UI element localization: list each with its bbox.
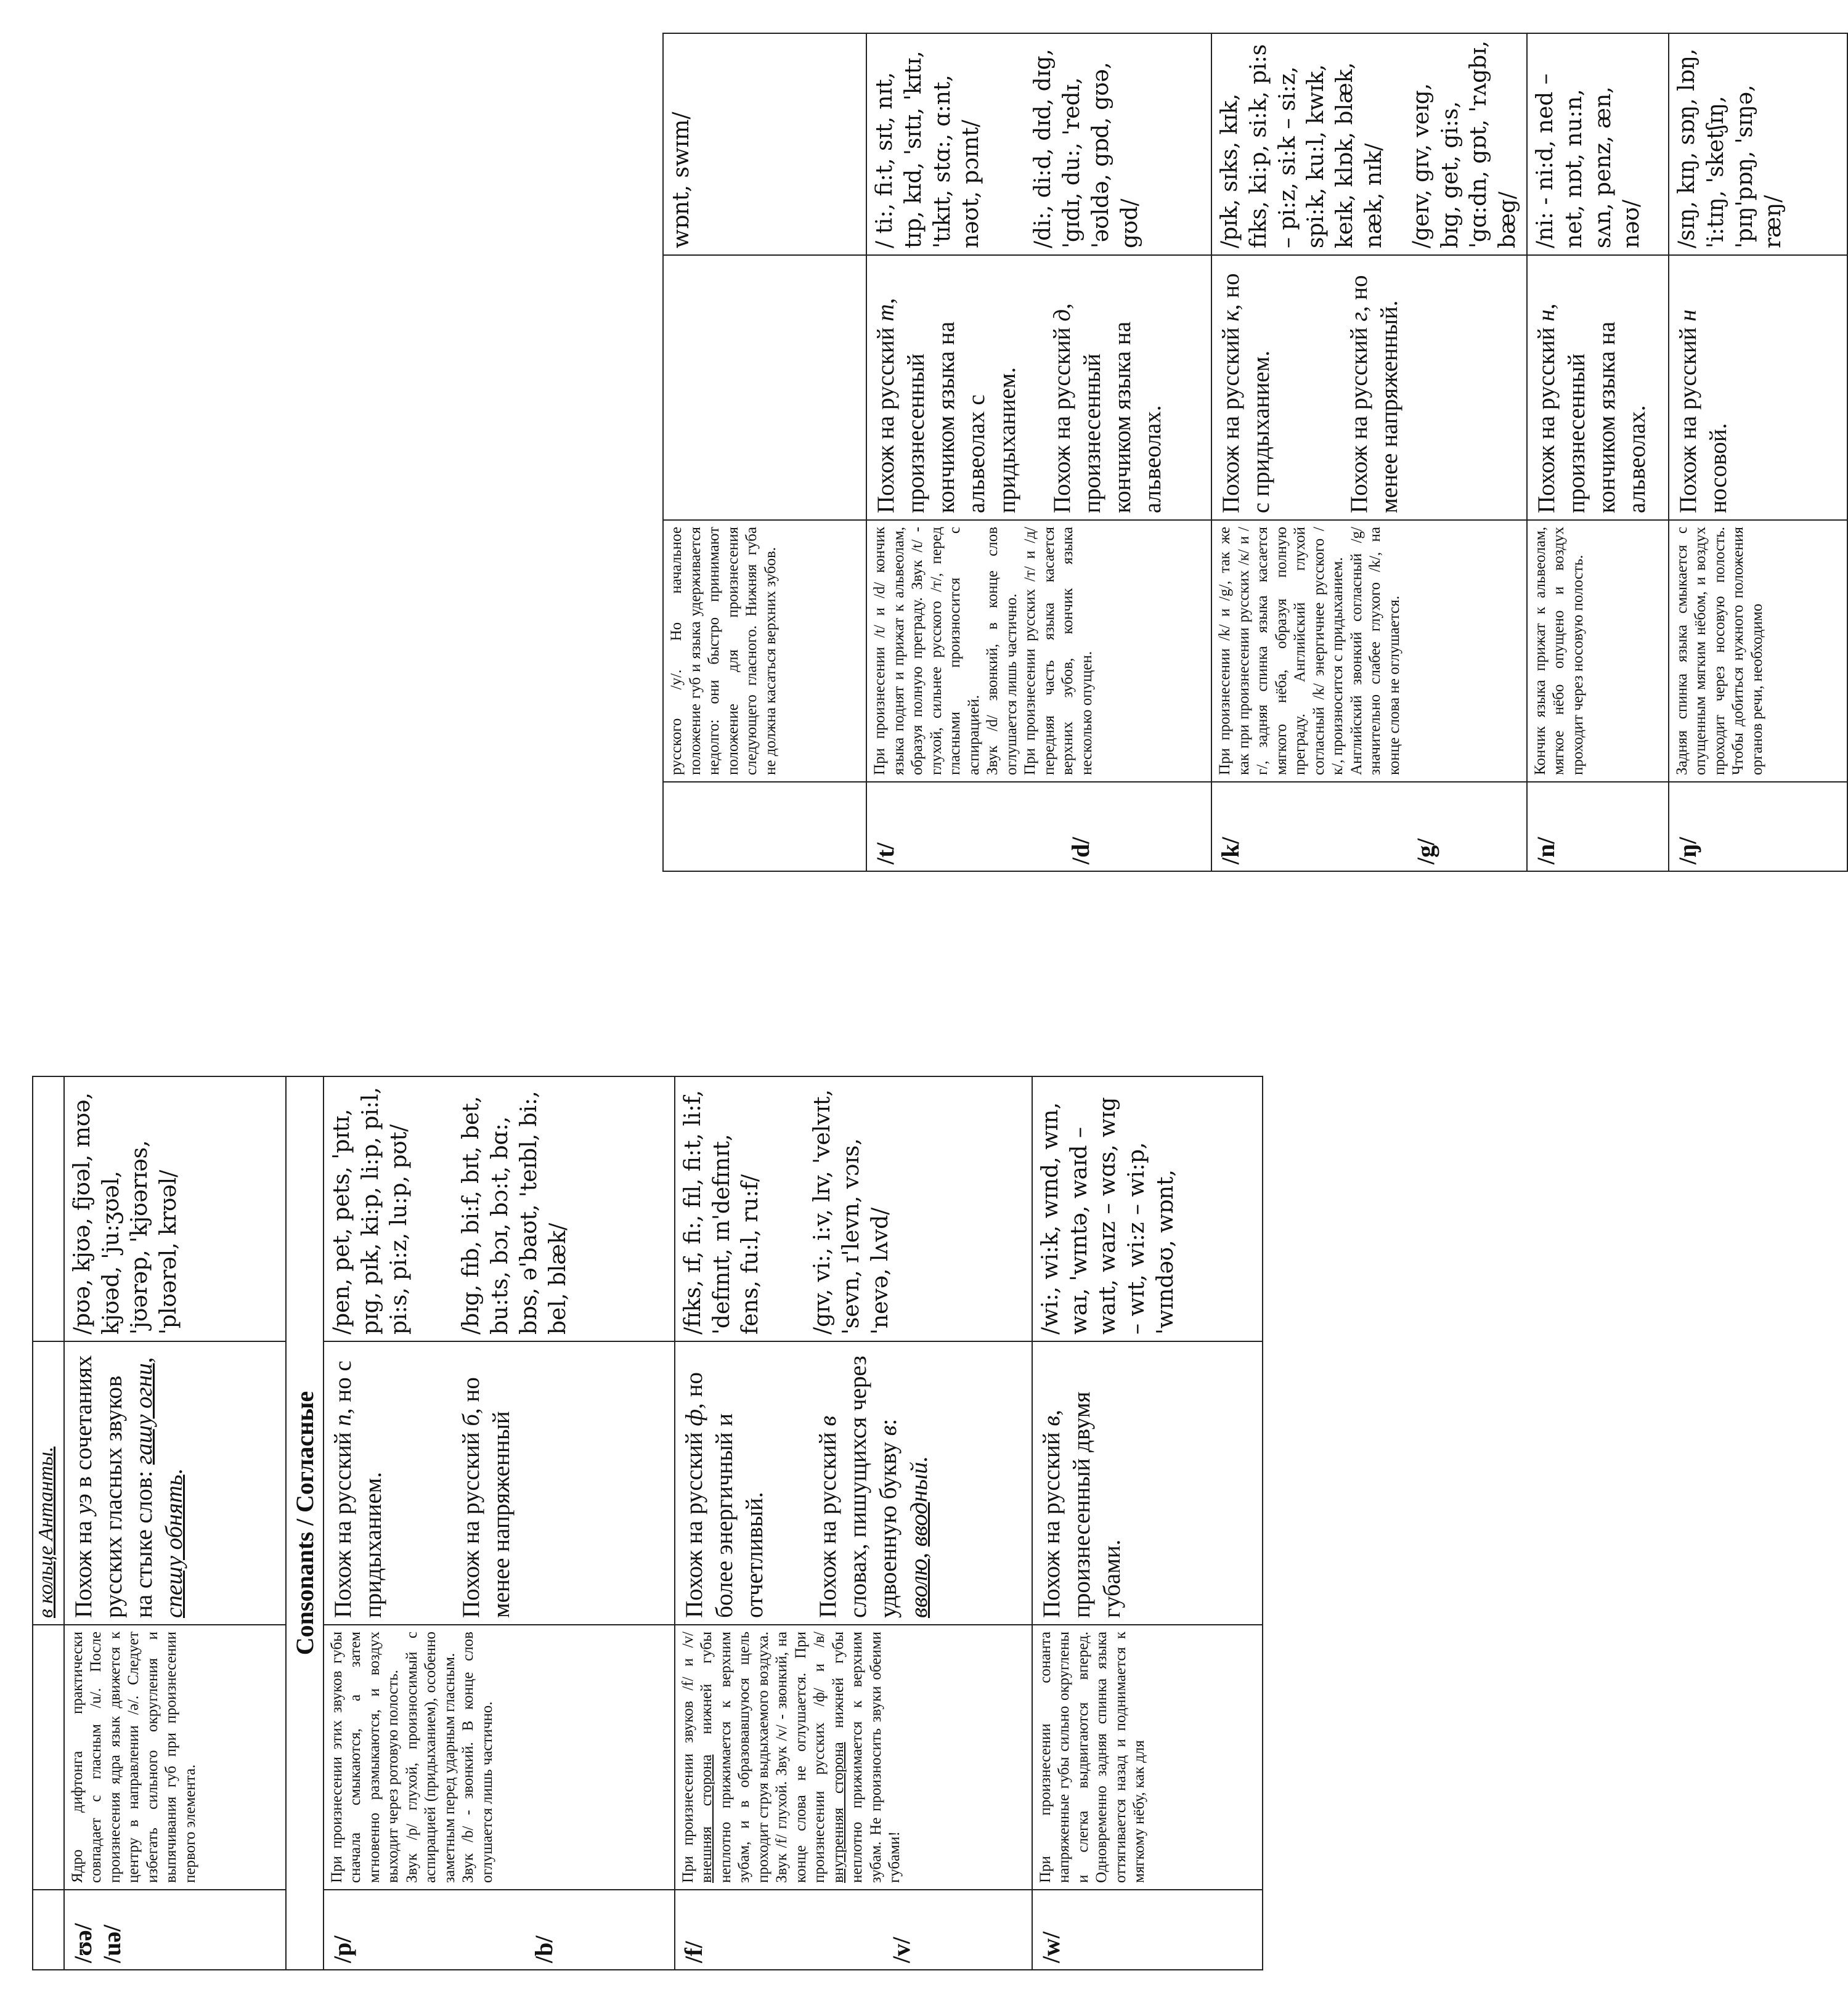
phoneme-symbol: /uə/ <box>97 1924 126 1963</box>
russian-comparison: Похож на русский к, но с придыханием. Похож на русский г, но менее напряженный. <box>1211 255 1527 520</box>
transcription-examples: wɒnt, swɪm/ <box>663 33 866 255</box>
transcription-examples: /pen, pet, pets, 'pɪtɪ, pɪg, pɪk, ki:p, li:p, pi:l, pi:s, pi:z, lu:p, pʊt/ /bɪg, fɪb, bi:f, bɪt, bet, bu:ts, bɔɪ, bɔ:t, bɑ:, bɒs, ə'baʊt, 'teɪbl, bi:, bel, blæk/ <box>324 1076 675 1341</box>
phoneme-symbol: /ʊə/ <box>68 1923 97 1963</box>
phoneme-symbol: /w/ <box>1032 1890 1263 1970</box>
phoneme-symbol: /ŋ/ <box>1669 782 1847 871</box>
transcription-examples: / ti:, fi:t, sɪt, nɪt, tɪp, kɪd, 'sɪtɪ, 'kɪtɪ, 'tɪkɪt, stɑ:, ɑ:nt, nəʊt, pɔɪnt/ /di:, di:d, dɪd, dɪg, 'gɪdɪ, du:, 'redɪ, 'əʊldə, gɒd, gʊə, gʊd/ <box>866 33 1211 255</box>
left-phonetics-table <box>32 1076 1263 1970</box>
phoneme-symbol: /n/ <box>1527 782 1669 871</box>
phoneme-symbol: /f/ <box>679 1941 707 1963</box>
continuation-text: в кольце Антанты. <box>35 1446 57 1618</box>
transcription-examples: /pɪk, sɪks, kɪk, fɪks, ki:p, si:k, pi:s – pi:z, si:k – si:z, spi:k, ku:l, kwɪk, keɪk, klɒk, blæk, næk, nɪk/ /geɪv, gɪv, veɪg, bɪg, get, gi:s, 'gɑ:dn, gɒt, 'rʌgbɪ, bæg/ <box>1211 33 1527 255</box>
articulation-description: Задняя спинка языка смыкается с опущенным мягким нёбом, и воздух проходит через носовую полость. Чтобы добиться нужного положения органов речи, необходимо <box>1669 520 1847 782</box>
russian-comparison: Похож на русский в, произнесенный двумя губами. <box>1032 1341 1263 1625</box>
articulation-description: При произнесении звуков /f/ и /v/ внешняя сторона нижней губы неплотно прижимается к верхним зубам, и в образовавшуюся щель проходит струя выдыхаемого воздуха. Звук /f/ глухой. Звук /v/ - звонкий, на конце слова не оглушается. При произнесении русских /ф/ и /в/ внутренняя сторона нижней губы неплотно прижимается к верхним зубам. Не произносить звуки обеими губами! <box>675 1625 1032 1890</box>
table-row <box>663 33 866 871</box>
articulation-description: При произнесении /k/ и /g/, так же как при произнесении русских /к/ и /г/, задняя спинка языка касается мягкого нёба, образуя полную преграду. Английский глухой согласный /k/ энергичнее русского /к/, произносится с придыханием. Английский звонкий согласный /g/ значительно слабее глухого /k/, на конце слова не оглушается. <box>1211 520 1527 782</box>
transcription-examples: /pʊə, kjʊə, fjʊəl, mʊə, kjʊəd, 'ju:ʒʊəl, 'jʊərəp, 'kjʊərɪəs, 'plʊərəl, krʊəl/ <box>64 1076 286 1341</box>
table-row <box>675 1076 1032 1970</box>
russian-comparison: Похож на уэ в сочетаниях русских гласных звуков на стыке слов: гашу огни, спешу обнять. <box>64 1341 286 1625</box>
phoneme-symbol: /v/ <box>887 1937 915 1963</box>
articulation-description: При произнесении /t/ и /d/ кончик языка поднят и прижат к альвеолам, образуя полную преграду. Звук /t/ - глухой, сильнее русского /т/, перед гласными произносится с аспирацией. Звук /d/ звонкий, в конце слов оглушается лишь частично. При произнесении русских /т/ и /д/ передняя часть языка касается верхних зубов, кончик языка несколько опущен. <box>866 520 1211 782</box>
articulation-description: При произнесении сонанта напряженные губы сильно округлены и слегка выдвигаются вперед. Одновременно задняя спинка языка оттягивается назад и поднимается к мягкому нёбу, как для <box>1032 1625 1263 1890</box>
russian-comparison: Похож на русский н, произнесенный кончиком языка на альвеолах. <box>1527 255 1669 520</box>
phoneme-symbol: /g/ <box>1412 838 1439 864</box>
table-row <box>1527 33 1669 871</box>
transcription-examples: /sɪŋ, kɪŋ, sɒŋ, lɒŋ, 'i:tɪŋ, 'sketʃɪŋ, 'pɪŋ'pɒŋ, 'sɪŋə, ræŋ/ <box>1669 33 1847 255</box>
phoneme-symbol: /k/ <box>1216 837 1244 864</box>
phoneme-symbol: /t/ <box>871 842 899 864</box>
table-row <box>33 1076 64 1970</box>
articulation-description: Ядро дифтонга практически совпадает с гласным /u/. После произнесения ядра язык движется к центру в направлении /ə/. Следует избегать сильного округления и выпячивания губ при произнесении первого элемента. <box>64 1625 286 1890</box>
articulation-description: русского /у/. Но начальное положение губ и языка удерживается недолго: они быстро принимают положение для произнесения следующего гласного. Нижняя губа не должна касаться верхних зубов. <box>663 520 866 782</box>
table-row <box>286 1076 324 1970</box>
right-table-page <box>662 34 1846 872</box>
russian-comparison: Похож на русский п, но с придыханием. Похож на русский б, но менее напряженный <box>324 1341 675 1625</box>
table-row <box>1669 33 1847 871</box>
russian-comparison: Похож на русский т, произнесенный кончиком языка на альвеолах с придыханием. Похож на русский д, произнесенный кончиком языка на альвеолах. <box>866 255 1211 520</box>
transcription-examples: /wi:, wi:k, wɪnd, wɪn, waɪ, 'wɪntə, waɪd – waɪt, waɪz – wɑs, wɪg – wɪt, wi:z – wi:p, 'wɪndəʊ, wɒnt, <box>1032 1076 1263 1341</box>
articulation-description: Кончик языка прижат к альвеолам, мягкое нёбо опущено и воздух проходит через носовую полость. <box>1527 520 1669 782</box>
phoneme-symbol: /p/ <box>328 1935 356 1963</box>
table-row <box>1211 33 1527 871</box>
phoneme-symbol: /b/ <box>529 1935 558 1963</box>
articulation-description: При произнесении этих звуков губы сначала смыкаются, а затем мгновенно размыкаются, и воздух выходит через ротовую полость. Звук /p/ глухой, произносимый с аспирацией (придыханием), особенно заметным перед ударным гласным. Звук /b/ - звонкий. В конце слов оглушается лишь частично. <box>324 1625 675 1890</box>
russian-comparison: Похож на русский н носовой. <box>1669 255 1847 520</box>
table-row <box>866 33 1211 871</box>
right-phonetics-table <box>662 33 1848 872</box>
left-table-page <box>32 1077 1215 1970</box>
phoneme-symbol: /d/ <box>1067 837 1094 864</box>
transcription-examples: /ni: - ni:d, ned – net, nɒt, nu:n, sʌn, penz, æn, nəʊ/ <box>1527 33 1669 255</box>
transcription-examples: /fɪks, ɪf, fi:, fɪl, fi:t, li:f, 'defɪnɪt, ɪn'defɪnɪt, fens, fu:l, ru:f/ /gɪv, vi:, i:v, lɪv, 'velvɪt, 'sevn, ɪ'levn, vɔɪs, 'nevə, lʌvd/ <box>675 1076 1032 1341</box>
russian-comparison: Похож на русский ф, но более энергичный и отчетливый. Похож на русский в словах, пишущихся через удвоенную букву в: вволю, вводный. <box>675 1341 1032 1625</box>
table-row <box>1032 1076 1263 1970</box>
table-row <box>324 1076 675 1970</box>
table-row <box>64 1076 286 1970</box>
section-header: Consonants / Согласные <box>286 1076 324 1970</box>
